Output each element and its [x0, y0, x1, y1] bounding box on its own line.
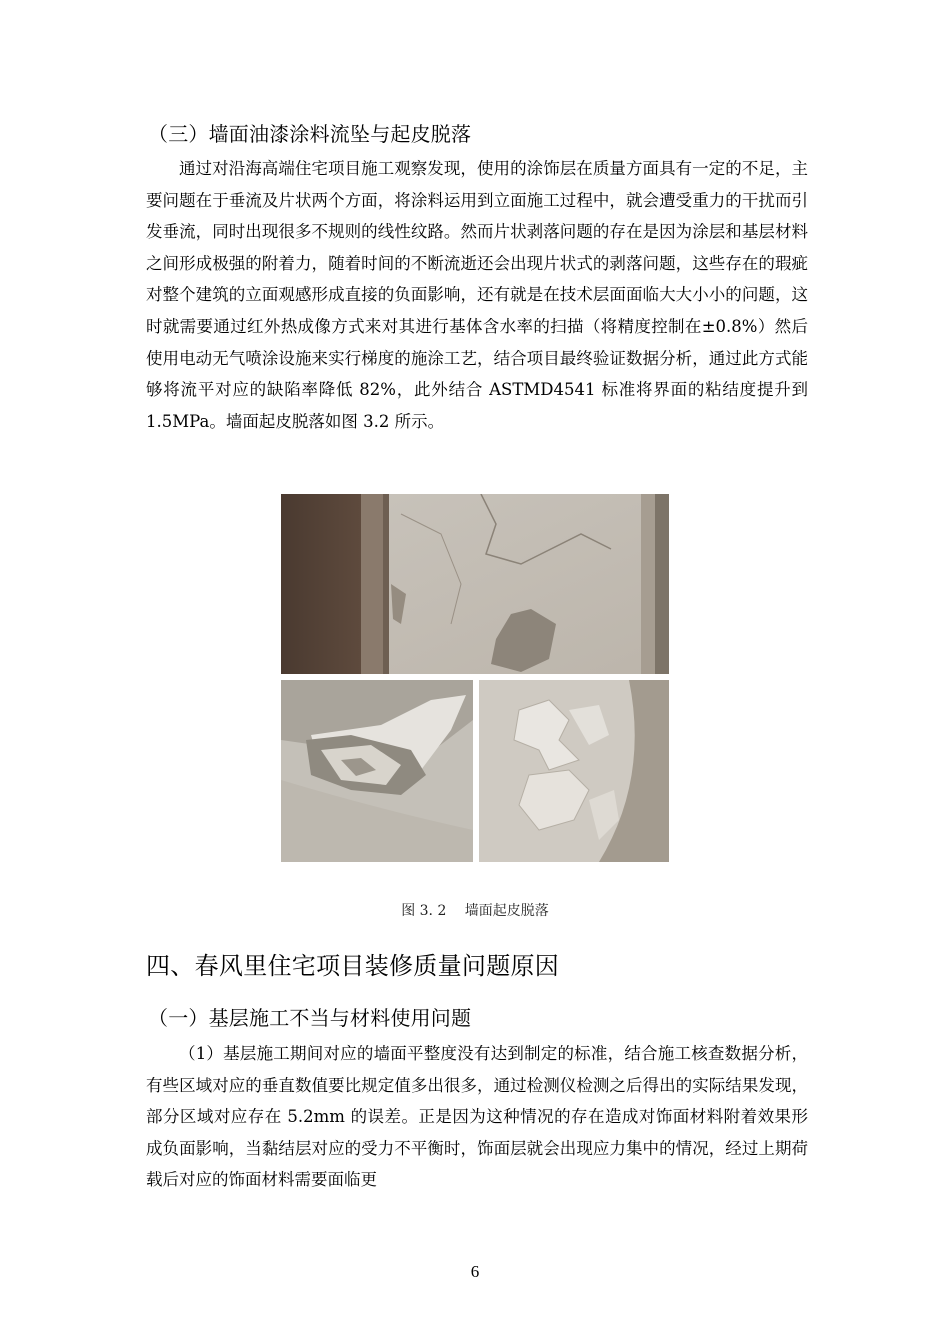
photo-bottom-left-corner-damage	[281, 680, 473, 862]
photo-bottom-right-flaking	[479, 680, 669, 862]
section-1-paragraph: （1）基层施工期间对应的墙面平整度没有达到制定的标准，结合施工核查数据分析，有些区域对应的垂直数值要比规定值多出很多，通过检测仪检测之后得出的实际结果发现，部分区域对应存在 5.2mm 的误差。正是因为这种情况的存在造成对饰面材料附着效果形成负面影响，当黏结层对应的受力不平衡时，饰面层就会出现应力集中的情况，经过上期荷载后对应的饰面材料需要面临更	[146, 1044, 808, 1190]
section-heading-1: （一）基层施工不当与材料使用问题	[148, 1006, 472, 1030]
figure-wall-peeling	[281, 494, 669, 862]
section-heading-3: （三）墙面油漆涂料流坠与起皮脱落	[148, 122, 472, 146]
chapter-heading-4: 四、春风里住宅项目装修质量问题原因	[146, 952, 560, 980]
section-3-paragraph: 通过对沿海高端住宅项目施工观察发现，使用的涂饰层在质量方面具有一定的不足，主要问题在于垂流及片状两个方面，将涂料运用到立面施工过程中，就会遭受重力的干扰而引发垂流，同时出现很多不规则的线性纹路。然而片状剥落问题的存在是因为涂层和基层材料之间形成极强的附着力，随着时间的不断流逝还会出现片状式的剥落问题，这些存在的瑕疵对整个建筑的立面观感形成直接的负面影响，还有就是在技术层面面临大大小小的问题，这时就需要通过红外热成像方式来对其进行基体含水率的扫描（将精度控制在±0.8%）然后使用电动无气喷涂设施来实行梯度的施涂工艺，结合项目最终验证数据分析，通过此方式能够将流平对应的缺陷率降低 82%，此外结合 ASTMD4541 标准将界面的粘结度提升到 1.5MPa。墙面起皮脱落如图 3.2 所示。	[146, 159, 808, 431]
photo-top-wall-corner	[281, 494, 669, 674]
page-number: 6	[470, 1262, 480, 1281]
figure-caption: 图 3. 2 墙面起皮脱落	[401, 903, 549, 919]
